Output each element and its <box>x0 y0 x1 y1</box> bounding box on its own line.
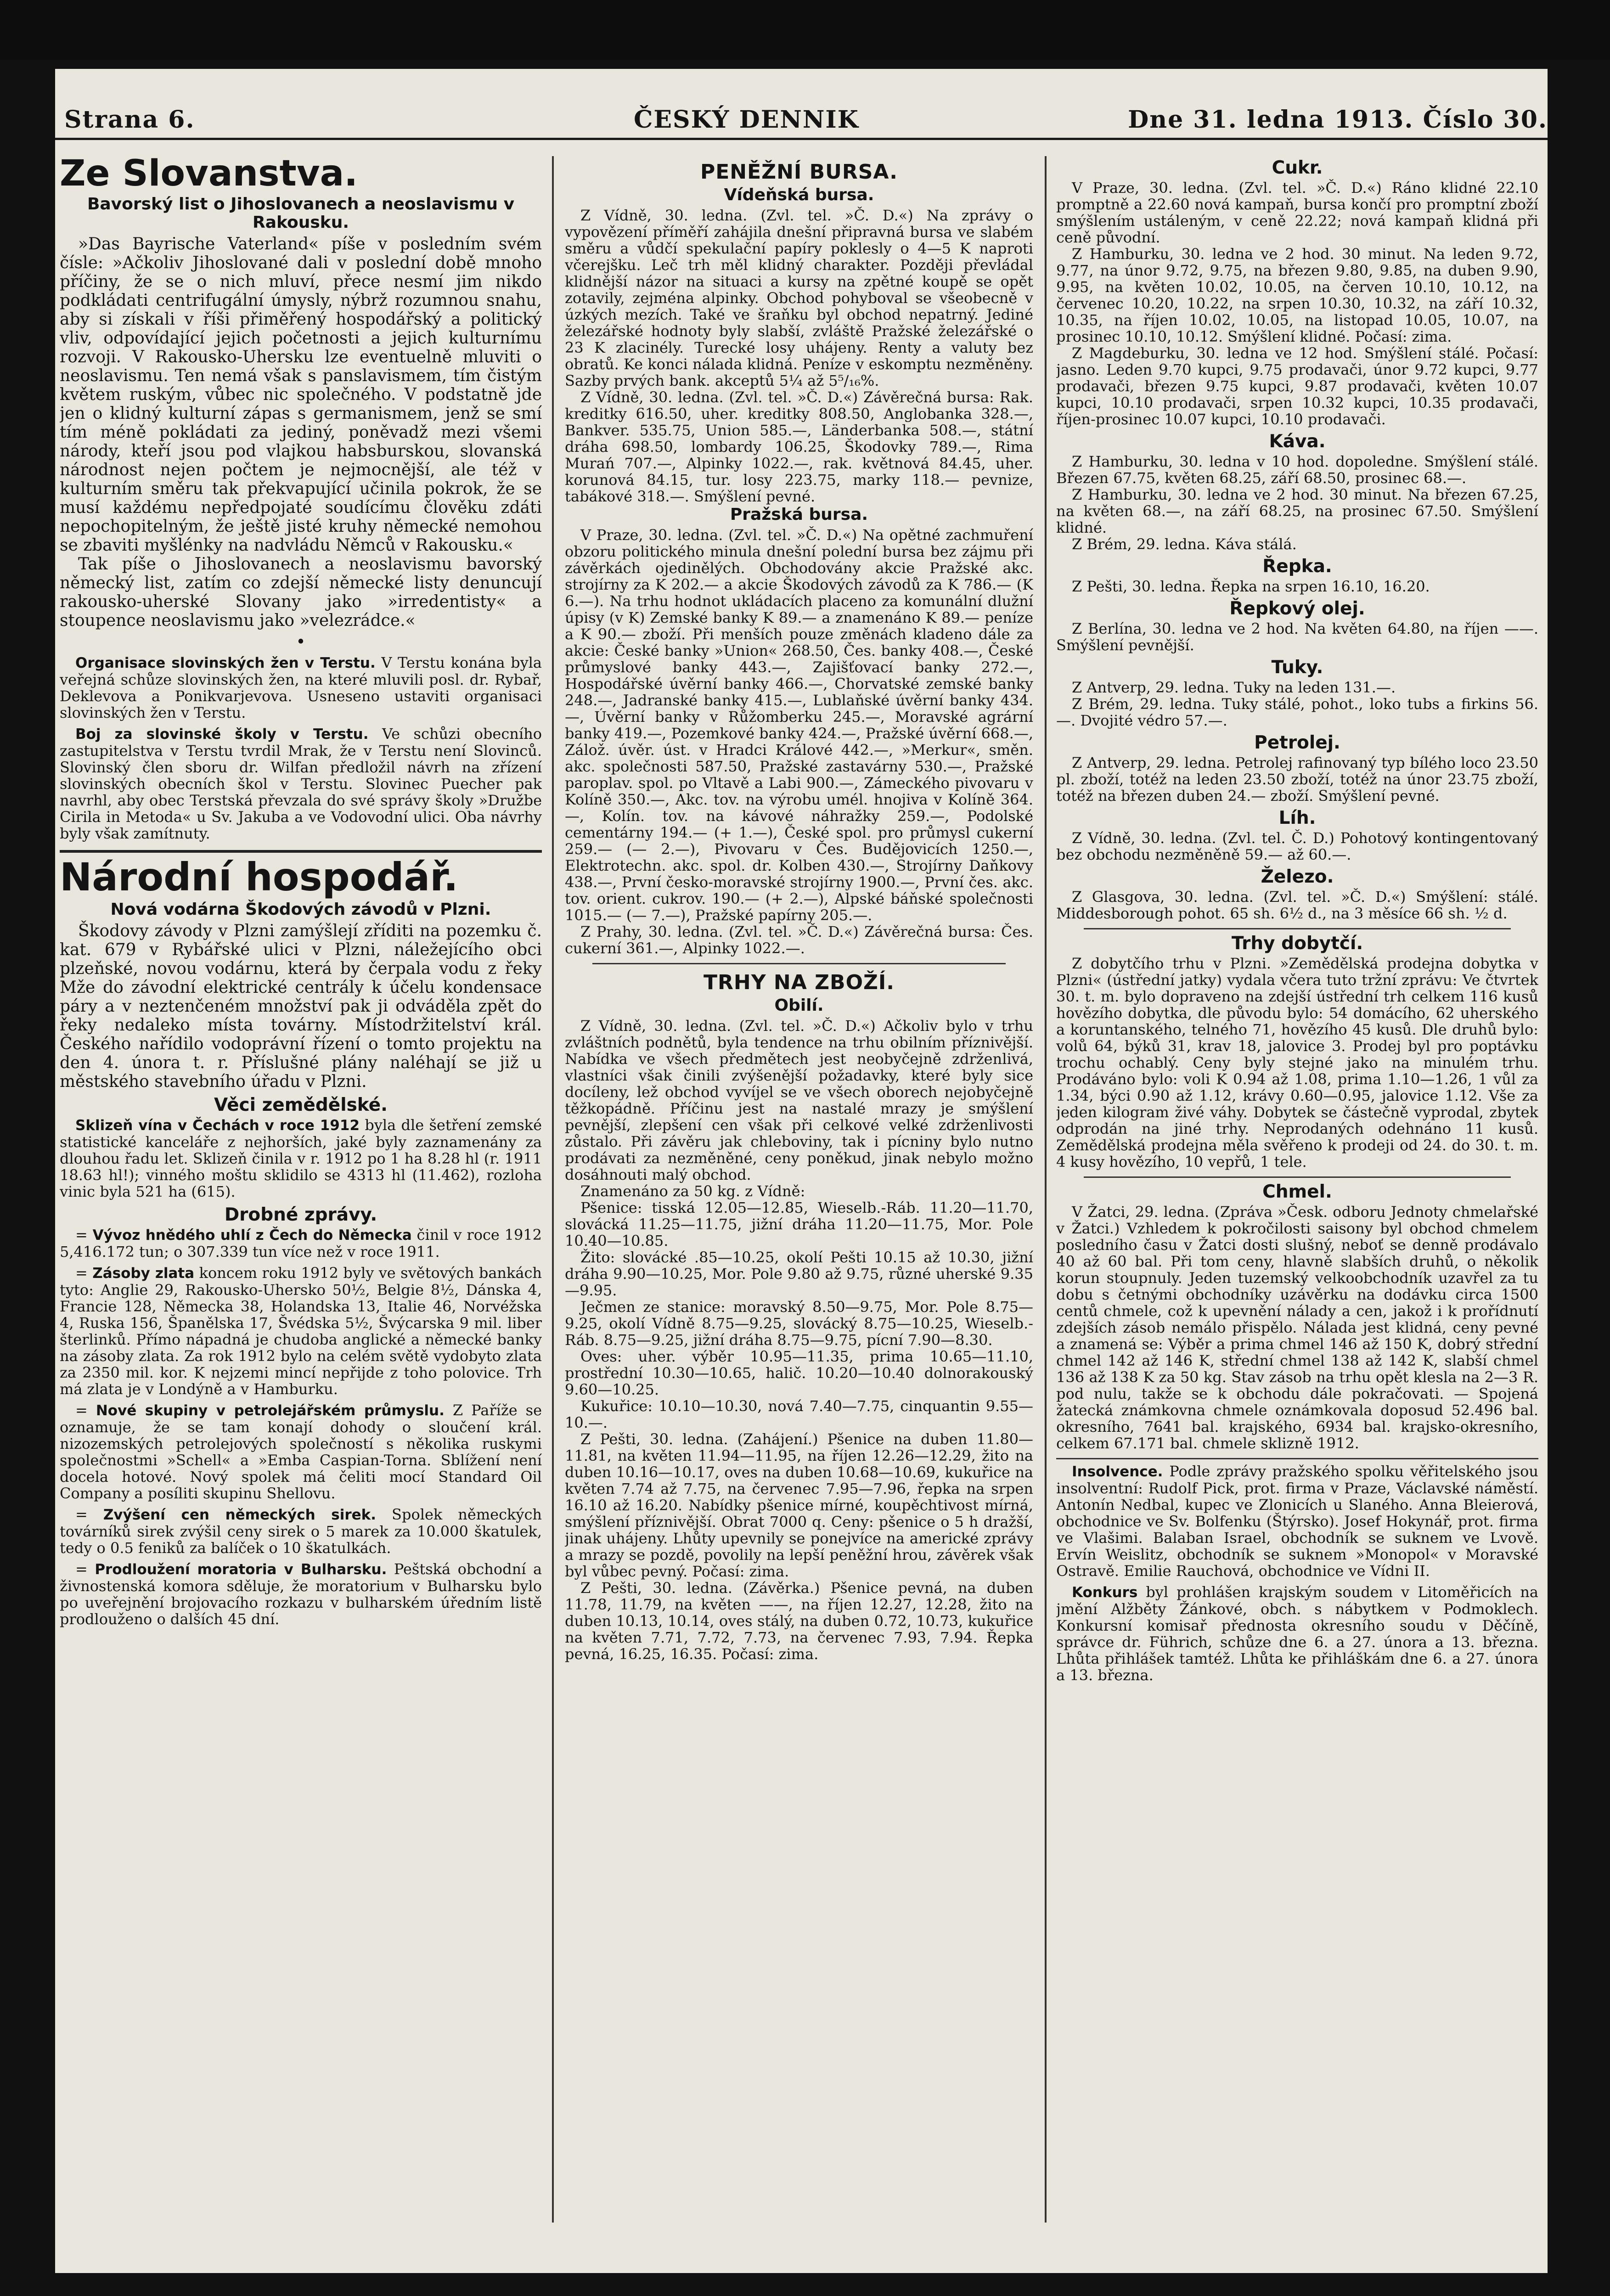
divider <box>1056 1458 1538 1459</box>
news-item-text: Ve schůzi obecního zastupitelstva v Terstu tvrdil Mrak, že v Terstu není Slovinců. Slovinský člen sboru dr. Wilfan předložil návrh na zřízení slovinských obecních škol v Terstu. Slovinec Puecher pak navrhl, aby obec Terstská převzala do své správy školy »Družbe Cirila in Metoda« u Sv. Jakuba a ve Vodovodní ulici. Oba návrhy byly však zamítnuty. <box>60 725 542 842</box>
page-number: Strana 6. <box>64 106 195 134</box>
news-item-text: byl prohlášen krajským soudem v Litoměřicích na jmění Alžběty Žánkové, obch. s nábytkem v Podmoklech. Konkursní komisař přednosta okresního soudu v Děčíně, správce dr. Führich, schůze dne 6. a 27. února a 13. března. Lhůta přihlášek tamtéž. Lhůta ke přihláškám dne 6. a 27. února a 13. března. <box>1056 1583 1538 1684</box>
news-item-text: Z Paříže se oznamuje, že se tam konají dohody o sloučení král. nizozemských petrolejových společností s několika ruskymi společnostmi »Schell« a »Emba Caspian-Torna. Sblížení není docela hotové. Nový spolek má čeliti mocí Standard Oil Company a posíliti skupinu Shellovu. <box>60 1401 542 1502</box>
column-stock-exchange <box>565 154 1033 2248</box>
market-report: Z Magdeburku, 30. ledna ve 12 hod. Smýšlení stálé. Počasí: jasno. Leden 9.70 kupci, 9.75 prodavači, únor 9.72 kupci, 9.77 prodavači, březen 9.75 kupci, 9.87 prodavači, květen 10.07 kupci, 10.10 prodavači, srpen 10.32 kupci, 10.35 prodavači, říjen-prosinec 10.07 kupci, 10.10 prodavači. <box>1056 344 1538 428</box>
subsection-heading: Obilí. <box>774 996 824 1015</box>
news-item <box>60 726 542 842</box>
commodity-heading: Tuky. <box>1271 657 1323 678</box>
issue-date: Dne 31. ledna 1913. Číslo 30. <box>1128 106 1548 134</box>
masthead-title: ČESKÝ DENNIK <box>634 106 859 134</box>
commodity-heading: Petrolej. <box>1254 732 1340 753</box>
news-item-lead: Nové skupiny v petrolejářském průmyslu. <box>96 1402 445 1419</box>
news-item-text: Peštská obchodní a živnostenská komora sděluje, že moratorium v Bulharsku bylo po uveřejnění brojovacího rozkazu v bulharském úředním listě prodlouženo o dalších 45 dní. <box>60 1560 542 1628</box>
divider <box>1084 928 1511 929</box>
news-item-lead: Zvýšení cen německých sirek. <box>103 1507 377 1523</box>
news-item <box>1056 1584 1538 1683</box>
divider <box>592 963 1006 964</box>
section-title-slavic: Ze Slovanstva. <box>60 154 358 194</box>
news-item <box>60 1117 542 1200</box>
scan-border <box>0 0 1610 60</box>
news-item-lead: Konkurs <box>1072 1584 1138 1601</box>
news-item-text: koncem roku 1912 byly ve světových bankách tyto: Anglie 29, Rakousko-Uhersko 50½, Belgie 8½, Dánska 4, Francie 128, Německa 38, Holandska 13, Italie 46, Norvéžska 4, Ruska 156, Španělska 17, Švédska 5½, Švýcarska 9 mil. liber šterlinků. Přímo nápadná je chudoba anglické a německé banky na zásoby zlata. Za rok 1912 bylo na celém světě vydobyto zlata za 2350 mil. kor. K nejzemi mincí nepřijde z toho polovice. Trh má zlata je v Londýně a v Hamburku. <box>60 1264 542 1398</box>
news-item <box>1056 1463 1538 1579</box>
section-title-economy: Národní hospodář. <box>60 850 542 899</box>
commodity-heading: Líh. <box>1278 808 1316 828</box>
news-item-text: Spolek německých továrníků sirek zvýšil ceny sirek o 5 marek za 10.000 škatulek, tedy o 0.5 feniků za balíček o 10 škatulkách. <box>60 1506 542 1557</box>
market-report: Z Pešti, 30. ledna. (Závěrka.) Pšenice pevná, na duben 11.78, 11.79, na květen ——, na říjen 12.27, 12.28, žito na duben 10.13, 10.14, oves stálý, na duben 0.72, 10.73, kukuřice na květen 7.71, 7.72, 7.73, na červenec 7.93, 7.94. Řepka pevná, 16.25, 16.35. Počasí: zima. <box>565 1579 1033 1663</box>
article-paragraph: Škodovy závody v Plzni zamýšlejí zříditi na pozemku č. kat. 679 v Rybářské ulici v Plzni, náležejícího obci plzeňské, novou vodárnu, která by čerpala vodu z řeky Mže do závodní elektrické centrály k účelu kondensace páry a v neztenčeném množství pak ji odváděla zpět do řeky nedaleko místa továrny. Místodržitelství král. Českého nařídilo vodoprávní řízení o tomto projektu na den 4. února t. r. Příslušné plány naléhají se již u městského stavebního úřadu v Plzni. <box>60 922 542 1091</box>
column-slavic-economy <box>60 154 542 2248</box>
article-paragraph: »Das Bayrische Vaterland« píše v posledním svém čísle: »Ačkoliv Jihoslované dali v poslední době mnoho příčiny, že se o nich mluví, přece nesmí jim nikdo podkládati centrifugální úmysly, nýbrž rozumnou snahu, aby si získali v říši přiměřený hospodářský a politický vliv, odpovídající jejich početnosti a jejich kulturnímu rozvoji. V Rakousko-Uhersku lze eventuelně mluviti o neoslavismu. Ten nemá však s panslavismem, tím čistým květem ruským, vůbec nic společného. V podstatně jde jen o klidný kulturní zápas s germanismem, jenž se smí tím méně pokládati za jediný, poněvadž mezi všemi národy, kteří jsou pod vlajkou habsburskou, slovanská národnost nejen počtem je nejmocnější, ale též v kulturním směru tak překvapující učinila pokrok, že se musí každému nepředpojaté soudícímu člověku zdáti nepochopitelným, že ještě jisté kruhy německé nemohou se zbaviti myšlénky na nadvládu Němců v Rakousku.« <box>60 235 542 555</box>
subsection-heading: Pražská bursa. <box>730 505 868 524</box>
news-item-text: byla dle šetření zemské statistické kanceláře z nejhorších, jaké byly zaznamenány za dlouhou řadu let. Sklizeň činila v r. 1912 po 1 ha 8.28 hl (r. 1911 18.63 hl!); vinného moštu sklidilo se 4313 hl (11.462), rozloha vinic byla 521 ha (615). <box>60 1116 542 1200</box>
market-report: Ječmen ze stanice: moravský 8.50—9.75, Mor. Pole 8.75—9.25, okolí Vídně 8.75—9.25, slovácký 8.75—10.25, Wieselb.-Ráb. 8.75—9.25, jižní dráha 8.75—9.75, pícní 7.90—8.30. <box>565 1298 1033 1349</box>
article-paragraph: Tak píše o Jihoslovanech a neoslavismu bavorský německý list, zatím co zdejší německé listy denuncují rakousko-uherské Slovany jako »irredentisty« a stoupence neoslavismu jako »velezrádce.« <box>60 555 542 630</box>
market-report: V Praze, 30. ledna. (Zvl. tel. »Č. D.«) Ráno klidné 22.10 promptně a 22.60 nová kampaň, bursa končí pro promptní zboží smýšlením ustáleným, v ceně 22.22; nová kampaň klidná při ceně původní. <box>1056 179 1538 246</box>
column-commodities <box>1056 154 1538 2248</box>
column-rule <box>552 156 554 2223</box>
commodity-heading: Železo. <box>1261 867 1334 887</box>
market-report: Z Vídně, 30. ledna. (Zvl. tel. »Č. D.«) Na zprávy o vypovězení příměří zahájila dnešní připravná bursa ve slabém směru a vůdčí spekulační papíry poklesly o 4—5 K naproti včerejšku. Leč trh měl klidný charakter. Později převládal klidnější názor na situaci a kursy na zpětné koupě se opět zotavily, zejména alpinky. Obchod pohyboval se všeobecně v úzkých mezích. Také ve šraňku byl obchod nepatrný. Jediné železářské hodnoty byly slabší, zvláště Pražské železářské o 23 K zlacinély. Turecké losy uhájeny. Renty a valuty bez obratů. Ke konci nálada klidná. Peníze v eskomptu nezměněny. Sazby prvých bank. akceptů 5¼ až 5⁵/₁₆%. <box>565 207 1033 389</box>
commodity-heading: Trhy dobytčí. <box>1231 933 1363 954</box>
news-item-lead: Prodloužení moratoria v Bulharsku. <box>95 1561 387 1578</box>
newspaper-page <box>55 69 1548 2273</box>
news-item: = Zásoby zlata koncem roku 1912 byly ve světových bankách tyto: Anglie 29, Rakousko-Uhersko 50½, Belgie 8½, Dánska 4, Francie 128, Německa 38, Holandska 13, Italie 46, Norvéžska 4, Ruska 156, Španělska 17, Švédska 5½, Švýcarska 9 mil. liber šterlinků. Přímo nápadná je chudoba anglické a německé banky na zásoby zlata. Za rok 1912 bylo na celém světě vydobyto zlata za 2350 mil. kor. K nejzemi mincí nepřijde z toho polovice. Trh má zlata je v Londýně a v Hamburku. <box>60 1264 542 1398</box>
article-headline: Nová vodárna Škodových závodů v Plzni. <box>110 900 491 919</box>
market-report: Z Hamburku, 30. ledna ve 2 hod. 30 minut. Na leden 9.72, 9.77, na únor 9.72, 9.75, na březen 9.80, 9.85, na duben 9.90, 9.95, na květen 10.02, 10.05, na červen 10.10, 10.12, na červenec 10.20, 10.22, na srpen 10.30, 10.32, na září 10.32, 10.35, na říjen 10.02, 10.05, na listopad 10.05, 10.07, na prosinec 10.10, 10.12. Smýšlení klidné. Počasí: zima. <box>1056 245 1538 345</box>
news-item-lead: Zásoby zlata <box>92 1265 195 1282</box>
market-report: Z Pešti, 30. ledna. Řepka na srpen 16.10, 16.20. <box>1072 578 1430 595</box>
market-report: Z Hamburku, 30. ledna v 10 hod. dopoledne. Smýšlení stálé. Březen 67.75, květen 68.25, září 68.50, prosinec 68.—. <box>1056 453 1538 487</box>
market-report: Z Hamburku, 30. ledna ve 2 hod. 30 minut. Na březen 67.25, na květen 68.—, na září 68.25, na prosinec 67.50. Smýšlení klidné. <box>1056 486 1538 536</box>
news-item: = Prodloužení moratoria v Bulharsku. Peštská obchodní a živnostenská komora sděluje, že moratorium v Bulharsku bylo po uveřejnění brojovacího rozkazu v bulharském úředním listě prodlouženo o dalších 45 dní. <box>60 1560 542 1628</box>
news-item <box>60 654 542 721</box>
section-title-money-exchange: PENĚŽNÍ BURSA. <box>700 160 898 184</box>
market-report: Z Pešti, 30. ledna. (Zahájení.) Pšenice na duben 11.80—11.81, na květen 11.94—11.95, na říjen 12.26—12.29, žito na duben 10.16—10.17, oves na duben 10.68—10.69, kukuřice na květen 7.74 až 7.75, na červenec 7.95—7.96, řepka na srpen 16.10 až 16.20. Nabídky pšenice mírné, koupěchtivost mírná, smýšlení příznivější. Obrat 7000 q. Ceny: pšenice o 5 h dražší, jinak uhájeny. Lhůty upevnily se ponejvíce na americké zprávy a mrazy se pozdě, povolily na lepší peněžní hrou, závěrek však byl vůbec pevný. Počasí: zima. <box>565 1430 1033 1580</box>
news-item: = Vývoz hnědého uhlí z Čech do Německa činil v roce 1912 5,416.172 tun; o 307.339 tun více než v roce 1911. <box>60 1226 542 1261</box>
news-item: = Zvýšení cen německých sirek. Spolek německých továrníků sirek zvýšil ceny sirek o 5 marek za 10.000 škatulek, tedy o 0.5 feniků za balíček o 10 škatulkách. <box>60 1506 542 1557</box>
page-header <box>55 69 1548 140</box>
commodity-heading: Chmel. <box>1262 1182 1332 1202</box>
market-report: Z Vídně, 30. ledna. (Zvl. tel. »Č. D.«) Závěrečná bursa: Rak. kreditky 616.50, uher. kreditky 808.50, Anglobanka 328.—, Bankver. 535.75, Union 585.—, Länderbanka 508.—, státní dráha 698.50, lombardy 106.25, Škodovky 789.—, Rima Murań 707.—, Alpinky 1022.—, rak. květnová 84.45, uher. korunová 84.15, tur. losy 223.75, marky 118.— pevnize, tabákové 318.—. Smýšlení pevné. <box>565 388 1033 505</box>
market-report: Z Brém, 29. ledna. Tuky stálé, pohot., loko tubs a firkins 56.—. Dvojité védro 57.—. <box>1056 695 1538 729</box>
market-report: Z Vídně, 30. ledna. (Zvl. tel. »Č. D.«) Ačkoliv bylo v trhu zvláštních podnětů, byla tendence na trhu obilním příznivější. Nabídka ve všech předmětech jest neobyčejně zdrženlivá, vlastníci však činili zvýšenější požadavky, které byly sice docíleny, lež obchod vyvíjel se ve všech oborech nejobyčejně těžkopádně. Příčinu jest na nastalé mrazy je smýšlení pevnější, zlepšení cen však při celkové velké zdrženlivosti zůstalo. Při závěru jak chleboviny, tak i pícniny bylo nutno prodávati za nezměněné, ceny poněkud, jinak nebylo možno dosáhnouti malý obchod. <box>565 1017 1033 1183</box>
market-report: Žito: slovácké .85—10.25, okolí Pešti 10.15 až 10.30, jižní dráha 9.90—10.25, Mor. Pole 9.80 až 9.75, různé uherské 9.35—9.95. <box>565 1249 1033 1299</box>
news-item-text: činil v roce 1912 5,416.172 tun; o 307.339 tun více než v roce 1911. <box>60 1226 542 1261</box>
section-title-commodity-markets: TRHY NA ZBOŽÍ. <box>704 971 895 994</box>
commodity-heading: Řepkový olej. <box>1229 598 1365 619</box>
market-report: Z Prahy, 30. ledna. (Zvl. tel. »Č. D.«) Závěrečná bursa: Čes. cukerní 361.—, Alpinky 1022.—. <box>565 923 1033 957</box>
commodity-heading: Cukr. <box>1272 158 1323 178</box>
separator-dot: • <box>296 633 306 652</box>
market-report: Z dobytčího trhu v Plzni. »Zemědělská prodejna dobytka v Plzni« (ústřední jatky) vydala včera tuto tržní zprávu: Ve čtvrtek 30. t. m. bylo dopraveno na zdejší ústřední trh celkem 116 kusů hovězího dobytka, dle původu bylo: 54 domácího, 62 uherského a koruntanského, telného 71, hovězího 45 kusů. Dle druhů bylo: volů 64, býků 31, krav 18, jalovice 3. Prodej byl pro poptávku trochu ochablý. Ceny byly stejné jako na minulém trhu. Prodáváno bylo: voli K 0.94 až 1.08, prima 1.10—1.26, 1 vůl za 1.34, býci 0.90 až 1.12, krávy 0.60—0.95, jalovice 1.12. Vše za jeden kilogram živé váhy. Dobytek se částečně vyprodal, zbytek odprodán na jiné trhy. Neprodaných odehnáno 11 kusů. Zemědělská prodejna měla svěřeno k prodeji od 24. do 30. t. m. 4 kusy hovězího, 10 vepřů, 1 tele. <box>1056 955 1538 1171</box>
section-heading: Drobné zprávy. <box>224 1204 377 1225</box>
market-report: V Praze, 30. ledna. (Zvl. tel. »Č. D.«) Na opětné zachmuření obzoru politického minula dnešní polední bursa bez zájmu při závěrkách ojedinělých. Obchodovány akcie Pražské akc. strojírny za K 202.— a akcie Škodových závodů za K 786.— (K 6.—). Na trhu hodnot ukládacích placeno za komunální dlužní úpisy (v K) Zemské banky K 89.— a znamenáno K 89.— peníze a K 90.— zboží. Při menších pouze změnách kladeno dále za akcie: České banky »Union« 268.50, Čes. banky 408.—, České průmyslové banky 443.—, Zajišťovací banky 272.—, Hospodářské úvěrní banky 466.—, Chorvatské zemské banky 248.—, Jadranské banky 415.—, Lublaňské úvěrní banky 434.—, Úvěrní banky v Růžomberku 245.—, Moravské agrární banky 419.—, Pozemkové banky 424.—, Pražské úvěrní 668.—, Zálož. úvěr. úst. v Hradci Králové 442.—, »Merkur«, směn. akc. společnosti 587.50, Pražské zastavárny 530.—, Pražské paroplav. spol. po Vltavě a Labi 900.—, Zámeckého pivovaru v Kolíně 350.—, Akc. tov. na výrobu umél. hnojiva v Kolíně 364.—, Kolín. tov. na kávové náhražky 259.—, Podolské cementárny 194.— (+ 1.—), České spol. pro průmysl cukerní 259.— (— 2.—), Pivovaru v Čes. Budějovicích 1250.—, Elektrotechn. akc. spol. dr. Kolben 430.—, Strojírny Daňkovy 438.—, První česko-moravské strojírny 1900.—, První čes. akc. tov. orient. cukrov. 190.— (+ 2.—), Alpské báňské společnosti 1015.— (— 7.—), Pražské papírny 205.—. <box>565 526 1033 924</box>
market-report: Oves: uher. výběr 10.95—11.35, prima 10.65—11.10, prostřední 10.30—10.65, halič. 10.20—10.40 dolnorakouský 9.60—10.25. <box>565 1348 1033 1398</box>
news-item-lead: Vývoz hnědého uhlí z Čech do Německa <box>92 1227 412 1244</box>
news-item-lead: Sklizeň vína v Čechách v roce 1912 <box>75 1117 360 1134</box>
news-item-lead: Organisace slovinských žen v Terstu. <box>75 655 376 671</box>
market-report: Znamenáno za 50 kg. z Vídně: <box>580 1182 805 1200</box>
news-item-lead: Insolvence. <box>1072 1463 1163 1480</box>
news-item: = Nové skupiny v petrolejářském průmyslu. Z Paříže se oznamuje, že se tam konají dohody o sloučení král. nizozemských petrolejových společností s několika ruskymi společnostmi »Schell« a »Emba Caspian-Torna. Sblížení není docela hotové. Nový spolek má čeliti mocí Standard Oil Company a posíliti skupinu Shellovu. <box>60 1401 542 1502</box>
market-report: Kukuřice: 10.10—10.30, nová 7.40—7.75, cinquantin 9.55—10.—. <box>565 1397 1033 1431</box>
market-report: Pšenice: tisská 12.05—12.85, Wieselb.-Ráb. 11.20—11.70, slovácká 11.25—11.75, jižní dráha 11.20—11.75, Mor. Pole 10.40—10.85. <box>565 1199 1033 1249</box>
article-headline: Bavorský list o Jihoslovanech a neoslavismu v Rakousku. <box>87 195 515 232</box>
market-report: Z Brém, 29. ledna. Káva stálá. <box>1072 535 1297 553</box>
market-report: Z Glasgova, 30. ledna. (Zvl. tel. »Č. D.«) Smýšlení: stálé. Middesborough pohot. 65 sh. 6½ d., na 3 měsíce 66 sh. ½ d. <box>1056 888 1538 922</box>
market-report: V Žatci, 29. ledna. (Zpráva »Česk. odboru Jednoty chmelařské v Žatci.) Vzhledem k pokročilosti saisony byl obchod chmelem posledního času v Žatci dosti slušný, neboť se denně prodávalo 40 až 60 bal. Při tom ceny, hlavně slabších druhů, o několik korun stoupnuly. Jeden tuzemský velkoobchodník uzavřel za tu dobu s četnými obchodníky uzávěrku na dodávku circa 1500 centů chmele, což k upevnění nálady a cen, jakož i k prořídnutí zdejších zásob nemálo přispělo. Nálada jest klidná, ceny pevné a znamená se: Výběr a prima chmel 146 až 150 K, dobrý střední chmel 142 až 146 K, střední chmel 138 až 142 K, slabší chmel 136 až 138 K za 50 kg. Stav zásob na trhu opět klesla na 2—3 R. pod nulu, takže se k obchodu dále pokračovati. — Spojená žatecká známkovna chmele oznámkovala doposud 52.496 bal. okresního, 7641 bal. krajského, 6934 bal. krajsko-okresního, celkem 67.171 bal. chmele sklizně 1912. <box>1056 1203 1538 1452</box>
divider <box>1084 1176 1511 1178</box>
market-report: Z Antverp, 29. ledna. Tuky na leden 131.—. <box>1072 679 1396 696</box>
commodity-heading: Řepka. <box>1262 556 1332 577</box>
section-heading: Věci zemědělské. <box>214 1095 388 1115</box>
news-item-text: Podle zprávy pražského spolku věřitelského jsou insolventní: Rudolf Pick, prot. firma v Praze, Václavské náměstí. Antonín Nedbal, kupec ve Zlonicích u Slaného. Anna Bleierová, obchodnice ve Sv. Bolfenku (Štýrsko). Josef Hokynář, prot. firma ve Vlašimi. Balaban Israel, obchodník se suknem ve Lvově. Ervín Weislitz, obchodník se suknem »Monopol« v Moravské Ostravě. Emilie Rauchová, obchodnice ve Vídni II. <box>1056 1463 1538 1580</box>
news-item-text: V Terstu konána byla veřejná schůze slovinských žen, na které mluvili posl. dr. Rybař, Deklevova a Ponikvarjevova. Usneseno ustaviti organisaci slovinských žen v Terstu. <box>60 654 542 721</box>
market-report: Z Vídně, 30. ledna. (Zvl. tel. Č. D.) Pohotový kontingentovaný bez obchodu nezměněně 59.— až 60.—. <box>1056 829 1538 863</box>
subsection-heading: Vídeňská bursa. <box>724 186 874 204</box>
market-report: Z Berlína, 30. ledna ve 2 hod. Na květen 64.80, na říjen ——. Smýšlení pevnější. <box>1056 620 1538 654</box>
column-rule <box>1045 156 1047 2223</box>
commodity-heading: Káva. <box>1269 431 1326 452</box>
news-item-lead: Boj za slovinské školy v Terstu. <box>75 726 369 743</box>
market-report: Z Antverp, 29. ledna. Petrolej rafinovaný typ bílého loco 23.50 pl. zboží, totéž na leden 23.50 zboží, totéž na únor 23.75 zboží, totéž na březen duben 24.— zboží. Smýšlení pevné. <box>1056 754 1538 805</box>
